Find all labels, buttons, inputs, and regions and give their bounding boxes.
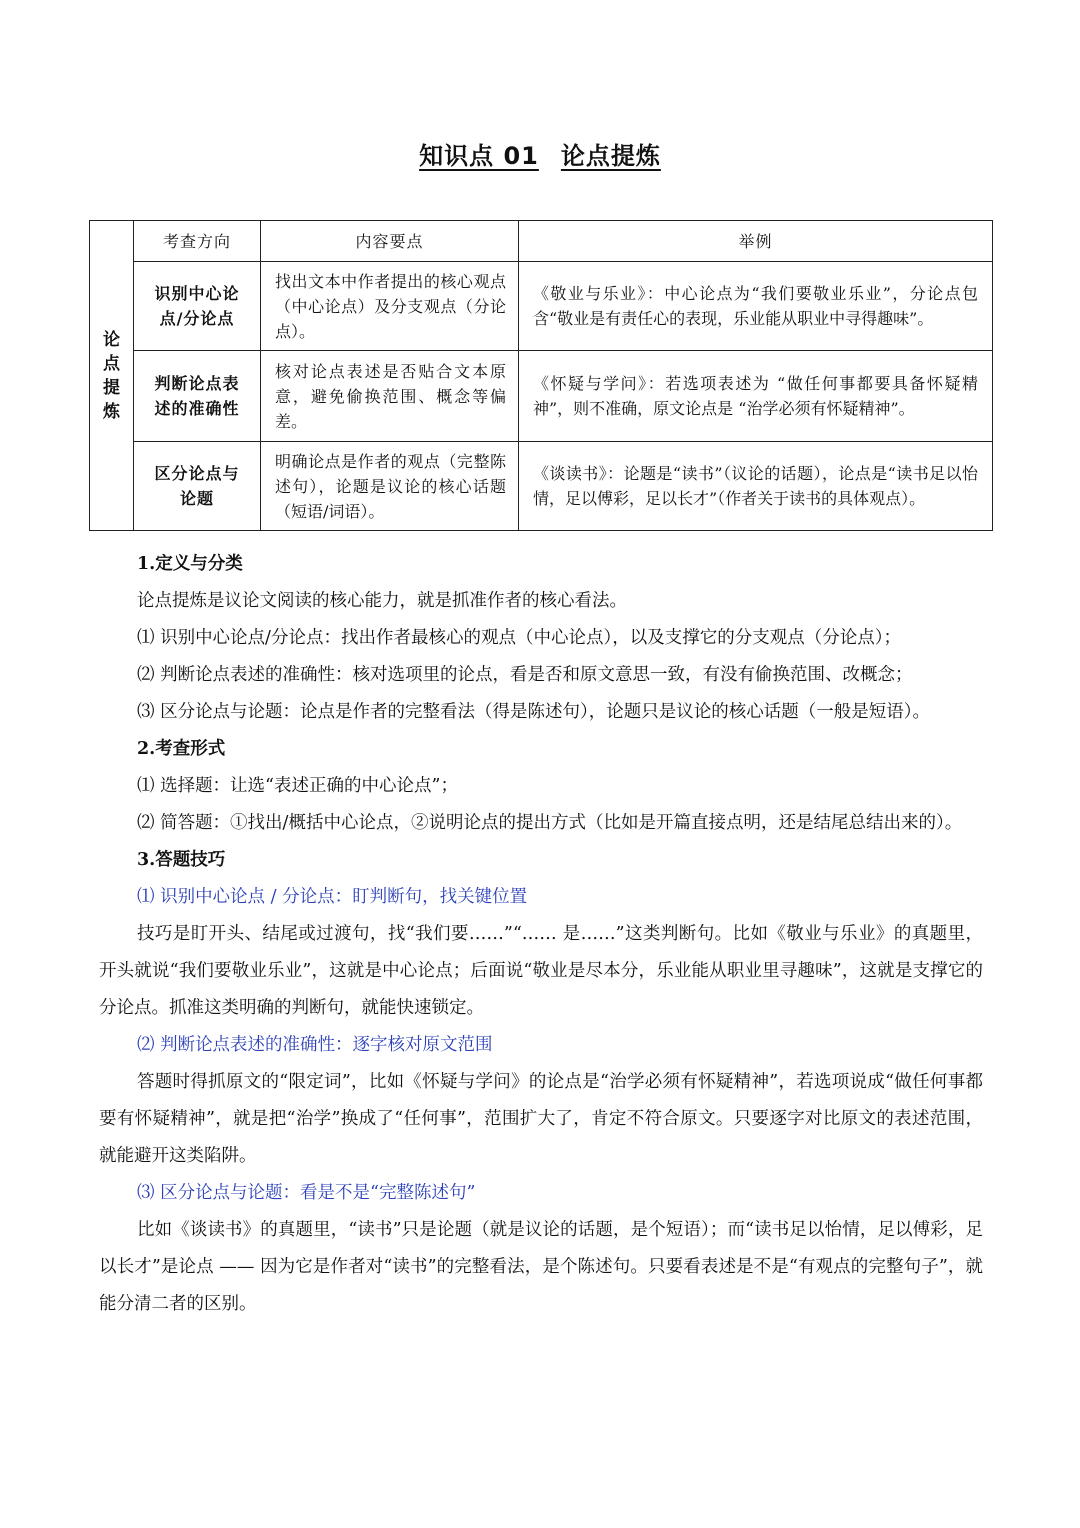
tip-title: ⑵ 判断论点表述的准确性：逐字核对原文范围 <box>137 1035 493 1055</box>
section-heading: 3.答题技巧 <box>137 850 226 870</box>
tip-title: ⑶ 区分论点与论题：看是不是“完整陈述句” <box>137 1183 476 1203</box>
list-item: ⑶ 区分论点与论题：论点是作者的完整看法（得是陈述句），论题只是议论的核心话题（一般是短语）。 <box>137 702 931 722</box>
table-row <box>90 442 993 531</box>
title-part1: 知识点 01 <box>419 142 539 170</box>
row-example: 《谈读书》：论题是“读书”（议论的话题），论点是“读书足以怡情，足以傅彩，足以长才”（作者关于读书的具体观点）。 <box>519 442 993 531</box>
row-content: 明确论点是作者的观点（完整陈述句），论题是议论的核心话题（短语/词语）。 <box>261 442 519 531</box>
section-heading: 1.定义与分类 <box>137 554 243 574</box>
page-title <box>0 136 1080 171</box>
paragraph: 论点提炼是议论文阅读的核心能力，就是抓准作者的核心看法。 <box>137 591 627 611</box>
row-direction: 区分论点与 论题 <box>134 442 261 531</box>
row-direction: 判断论点表 述的准确性 <box>134 351 261 442</box>
list-item: ⑵ 简答题：①找出/概括中心论点，②说明论点的提出方式（比如是开篇直接点明，还是结尾总结出来的）。 <box>137 813 963 833</box>
header-content: 内容要点 <box>261 221 519 262</box>
paragraph: 技巧是盯开头、结尾或过渡句，找“我们要……”“…… 是……”这类判断句。比如《敬业与乐业》的真题里，开头就说“我们要敬业乐业”，这就是中心论点；后面说“敬业是尽本分，乐业能从职业里寻趣味”，这就是支撑它的分论点。抓准这类明确的判断句，就能快速锁定。 <box>99 924 983 1018</box>
side-label: 论 点 提 炼 <box>90 221 134 531</box>
row-example: 《怀疑与学问》：若选项表述为 “做任何事都要具备怀疑精神”，则不准确，原文论点是 “治学必须有怀疑精神”。 <box>519 351 993 442</box>
paragraph: 比如《谈读书》的真题里，“读书”只是论题（就是议论的话题，是个短语）；而“读书足以怡情，足以傅彩，足以长才”是论点 —— 因为它是作者对“读书”的完整看法，是个陈述句。只要看表述是不是“有观点的完整句子”，就能分清二者的区别。 <box>99 1220 983 1314</box>
tip-title: ⑴ 识别中心论点 / 分论点：盯判断句，找关键位置 <box>137 887 528 907</box>
list-item: ⑴ 选择题：让选“表述正确的中心论点”； <box>137 776 458 796</box>
title-part2: 论点提炼 <box>560 142 661 170</box>
list-item: ⑵ 判断论点表述的准确性：核对选项里的论点，看是否和原文意思一致，有没有偷换范围、改概念； <box>137 665 913 685</box>
main-text <box>99 546 983 1323</box>
paragraph: 答题时得抓原文的“限定词”，比如《怀疑与学问》的论点是“治学必须有怀疑精神”，若选项说成“做任何事都要有怀疑精神”，就是把“治学”换成了“任何事”，范围扩大了，肯定不符合原文。只要逐字对比原文的表述范围，就能避开这类陷阱。 <box>99 1072 983 1166</box>
row-content: 核对论点表述是否贴合文本原意，避免偷换范围、概念等偏差。 <box>261 351 519 442</box>
row-content: 找出文本中作者提出的核心观点（中心论点）及分支观点（分论点）。 <box>261 262 519 351</box>
list-item: ⑴ 识别中心论点/分论点：找出作者最核心的观点（中心论点），以及支撑它的分支观点（分论点）； <box>137 628 901 648</box>
section-heading: 2.考查形式 <box>137 739 226 759</box>
row-direction: 识别中心论 点/分论点 <box>134 262 261 351</box>
header-example: 举例 <box>519 221 993 262</box>
row-example: 《敬业与乐业》：中心论点为“我们要敬业乐业”，分论点包含“敬业是有责任心的表现，乐业能从职业中寻得趣味”。 <box>519 262 993 351</box>
table-header-row <box>90 221 993 262</box>
table-row <box>90 351 993 442</box>
knowledge-table <box>89 220 993 531</box>
header-direction: 考查方向 <box>134 221 261 262</box>
table-row <box>90 262 993 351</box>
